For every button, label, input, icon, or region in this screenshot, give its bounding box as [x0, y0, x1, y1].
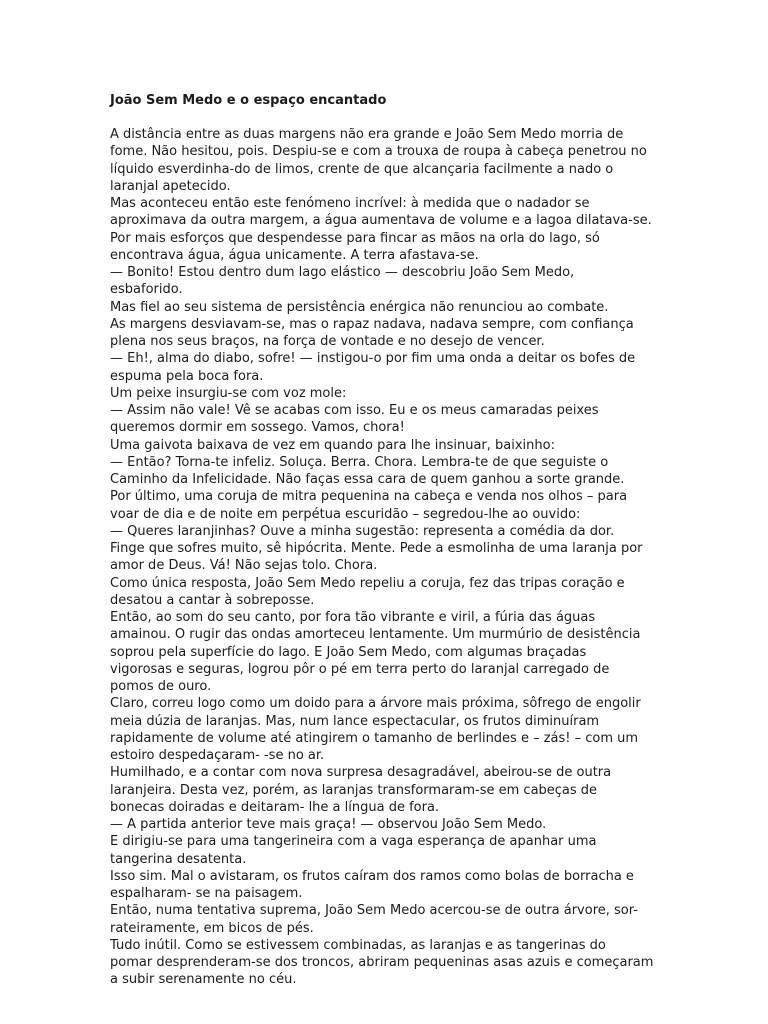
- text-line: — Assim não vale! Vê se acabas com isso. Eu e os meus camaradas peixes: [110, 403, 599, 418]
- text-line: Mas aconteceu então este fenómeno incrível: à medida que o nadador se: [110, 196, 590, 211]
- text-line: laranjal apetecido.: [110, 178, 231, 194]
- text-line: Uma gaivota baixava de vez em quando para lhe insinuar, baixinho:: [110, 437, 555, 453]
- text-line: Caminho da Infelicidade. Não faças essa cara de quem ganhou a sorte grande.: [110, 472, 625, 487]
- text-line: E dirigiu-se para uma tangerineira com a vaga esperança de apanhar uma: [110, 834, 597, 850]
- text-line: tangerina desatenta.: [110, 851, 247, 867]
- text-line: Então, numa tentativa suprema, João Sem Medo acercou-se de outra árvore, sor-: [110, 903, 638, 919]
- text-line: bonecas doiradas e deitaram- lhe a língua de fora.: [110, 799, 440, 815]
- text-line: Tudo inútil. Como se estivessem combinadas, as laranjas e as tangerinas do: [110, 937, 606, 953]
- text-line: Humilhado, e a contar com nova surpresa desagradável, abeirou-se de outra: [110, 765, 612, 781]
- text-line: esbaforido.: [110, 282, 183, 298]
- document-title: João Sem Medo e o espaço encantado: [110, 93, 387, 108]
- text-line: amor de Deus. Vá! Não sejas tolo. Chora.: [110, 558, 378, 574]
- text-line: espuma pela boca fora.: [110, 368, 264, 384]
- text-line: pomos de ouro.: [110, 679, 212, 694]
- text-line: Como única resposta, João Sem Medo repeliu a coruja, fez das tripas coração e: [110, 575, 625, 591]
- text-line: a subir serenamente no céu.: [110, 972, 297, 988]
- text-line: Por último, uma coruja de mitra pequenina na cabeça e venda nos olhos – para: [110, 489, 628, 505]
- text-line: — Então? Torna-te infeliz. Soluça. Berra. Chora. Lembra-te de que seguiste o: [110, 454, 609, 470]
- text-line: A distância entre as duas margens não era grande e João Sem Medo morria de: [110, 127, 624, 142]
- text-line: Então, ao som do seu canto, por fora tão vibrante e viril, a fúria das águas: [110, 610, 596, 625]
- text-line: rapidamente de volume até atingirem o tamanho de berlindes e – zás! – com um: [110, 730, 639, 746]
- text-line: Mas fiel ao seu sistema de persistência enérgica não renunciou ao combate.: [110, 299, 609, 315]
- text-line: As margens desviavam-se, mas o rapaz nadava, nadava sempre, com confiança: [110, 316, 634, 332]
- text-line: — Queres laranjinhas? Ouve a minha sugestão: representa a comédia da dor.: [110, 523, 615, 539]
- text-line: Isso sim. Mal o avistaram, os frutos caíram dos ramos como bolas de borracha e: [110, 868, 634, 884]
- text-line: soprou pela superfície do lago. E João Sem Medo, com algumas braçadas: [110, 644, 587, 660]
- text-line: — A partida anterior teve mais graça! — observou João Sem Medo.: [110, 817, 547, 832]
- text-line: encontrava água, água unicamente. A terra afastava-se.: [110, 247, 479, 263]
- text-line: meia dúzia de laranjas. Mas, num lance espectacular, os frutos diminuíram: [110, 713, 600, 729]
- text-line: espalharam- se na paisagem.: [110, 886, 303, 901]
- text-line: fome. Não hesitou, pois. Despiu-se e com a trouxa de roupa à cabeça penetrou no: [110, 144, 647, 160]
- text-line: queremos dormir em sossego. Vamos, chora!: [110, 420, 405, 436]
- text-line: rateiramente, em bicos de pés.: [110, 920, 314, 936]
- text-line: pomar desprenderam-se dos troncos, abriram pequeninas asas azuis e começaram: [110, 955, 654, 970]
- text-line: — Eh!, alma do diabo, sofre! — instigou-o por fim uma onda a deitar os bofes de: [110, 351, 636, 367]
- text-line: Por mais esforços que despendesse para fincar as mãos na orla do lago, só: [110, 230, 600, 246]
- text-line: Finge que sofres muito, sê hipócrita. Mente. Pede a esmolinha de uma laranja por: [110, 541, 643, 556]
- text-line: — Bonito! Estou dentro dum lago elástico — descobriu João Sem Medo,: [110, 265, 575, 280]
- text-line: plena nos seus braços, na força de vontade e no desejo de vencer.: [110, 334, 545, 349]
- text-line: aproximava da outra margem, a água aumentava de volume e a lagoa dilatava-se.: [110, 213, 652, 229]
- text-line: líquido esverdinha-do de limos, crente de que alcançaria facilmente a nado o: [110, 161, 614, 177]
- text-line: estoiro despedaçaram- -se no ar.: [110, 748, 325, 763]
- text-line: laranjeira. Desta vez, porém, as laranjas transformaram-se em cabeças de: [110, 782, 598, 798]
- text-line: Um peixe insurgiu-se com voz mole:: [110, 385, 347, 401]
- text-line: amainou. O rugir das ondas amorteceu lentamente. Um murmúrio de desistência: [110, 627, 641, 643]
- document-body: [110, 126, 670, 989]
- text-line: vigorosas e seguras, logrou pôr o pé em terra perto do laranjal carregado de: [110, 661, 610, 677]
- text-line: Claro, correu logo como um doido para a árvore mais próxima, sôfrego de engolir: [110, 696, 641, 712]
- text-line: desatou a cantar à sobreposse.: [110, 592, 315, 608]
- text-line: voar de dia e de noite em perpétua escuridão – segredou-lhe ao ouvido:: [110, 506, 581, 522]
